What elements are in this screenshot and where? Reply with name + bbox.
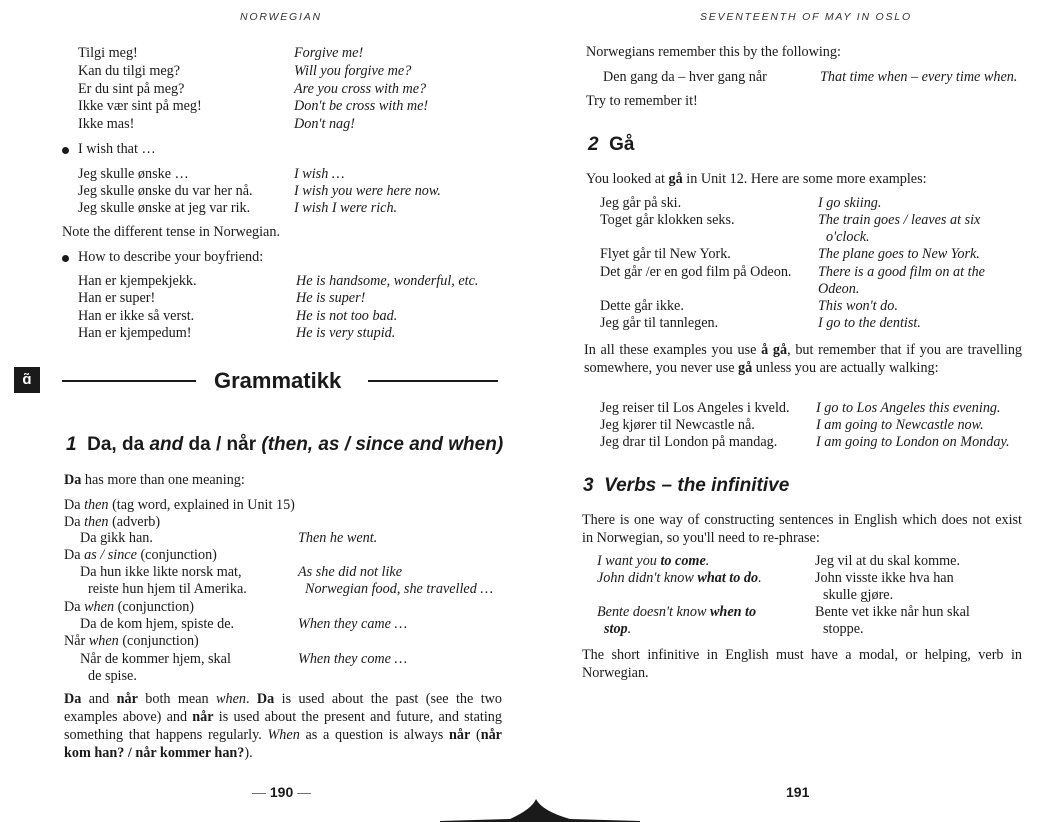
ga-example-no: Toget går klokken seks. <box>600 212 735 228</box>
grammar-heading: Grammatikk <box>214 368 342 393</box>
phrase-en: Are you cross with me? <box>294 81 427 97</box>
wish-no: Jeg skulle ønske du var her nå. <box>78 183 253 199</box>
phrase-en: Forgive me! <box>294 45 364 61</box>
section-1-heading: 1 Da, da and da / når (then, as / since and when) <box>66 434 504 455</box>
try-remember: Try to remember it! <box>586 93 698 109</box>
page-number-left: — 190 — <box>252 784 312 800</box>
bullet-boyfriend: How to describe your boyfriend: <box>78 249 264 265</box>
ga-intro: You looked at gå in Unit 12. Here are some more examples: <box>586 171 927 187</box>
travel-example-no: Jeg kjører til Newcastle nå. <box>600 417 755 433</box>
right-page <box>526 0 1052 822</box>
section-number: 1 <box>66 434 77 455</box>
ga-example-en: There is a good film on at the <box>818 264 985 280</box>
ga-example-no: Det går /er en god film på Odeon. <box>600 264 792 280</box>
heading-rule-left <box>62 380 196 382</box>
use-then-adverb: Da then (adverb) <box>64 514 161 530</box>
phrase-no: Ikke mas! <box>78 116 135 132</box>
phrase-no: Tilgi meg! <box>78 45 138 61</box>
ga-example-en: The plane goes to New York. <box>818 246 980 262</box>
phrase-no: Ikke vær sint på meg! <box>78 98 202 114</box>
phrase-en: Don't be cross with me! <box>294 98 429 114</box>
running-header-right: SEVENTEENTH OF MAY IN OSLO <box>700 11 912 23</box>
mnemonic-en: That time when – every time when. <box>820 69 1018 85</box>
boyfriend-en: He is not too bad. <box>296 308 398 324</box>
example-no: Da hun ikke likte norsk mat, <box>80 564 242 580</box>
wish-en: I wish … <box>294 166 345 182</box>
infinitive-en: stop. <box>604 621 632 637</box>
ga-example-no: Jeg går til tannlegen. <box>600 315 719 331</box>
example-en: Then he went. <box>298 530 378 546</box>
example-en: As she did not like <box>298 564 403 580</box>
boyfriend-en: He is super! <box>296 290 366 306</box>
bullet-dot <box>62 147 69 154</box>
example-en: Norwegian food, she travelled … <box>305 581 493 597</box>
grammar-icon: ɑ̃ <box>14 367 40 393</box>
example-no: de spise. <box>88 668 137 684</box>
example-no: Da gikk han. <box>80 530 153 546</box>
boyfriend-no: Han er ikke så verst. <box>78 308 195 324</box>
use-when: Da when (conjunction) <box>64 599 195 615</box>
mnemonic-no: Den gang da – hver gang når <box>603 69 767 85</box>
modal-note: The short infinitive in English must have a modal, or helping, verb in Norwegian. <box>582 647 1022 681</box>
da-meanings-intro: Da has more than one meaning: <box>64 472 245 488</box>
wish-en: I wish you were here now. <box>294 183 441 199</box>
phrase-en: Will you forgive me? <box>294 63 412 79</box>
running-header-left: NORWEGIAN <box>240 11 322 23</box>
infinitive-no: Jeg vil at du skal komme. <box>815 553 961 569</box>
heading-rule-right <box>368 380 498 382</box>
ga-example-en: I go skiing. <box>818 195 882 211</box>
use-as-since: Da as / since (conjunction) <box>64 547 217 563</box>
infinitive-no: stoppe. <box>823 621 864 637</box>
example-en: When they come … <box>298 651 408 667</box>
boyfriend-no: Han er kjempekjekk. <box>78 273 197 289</box>
bullet-wish: I wish that … <box>78 141 156 157</box>
phrase-en: Don't nag! <box>294 116 355 132</box>
infinitive-en: John didn't know what to do. <box>597 570 762 586</box>
ga-example-en: The train goes / leaves at six <box>818 212 981 228</box>
book-spine-shadow <box>440 795 640 822</box>
example-en: When they came … <box>298 616 408 632</box>
use-then-tag: Da then (tag word, explained in Unit 15) <box>64 497 295 513</box>
phrase-no: Kan du tilgi meg? <box>78 63 181 79</box>
use-nar-when: Når when (conjunction) <box>64 633 199 649</box>
bullet-dot <box>62 255 69 262</box>
da-nar-summary: Da and når both mean when. Da is used about the past (see the two examples above) and når is used about the present and future, and stating something that happens regularly. When as a question is always når (når kom han? / når kommer han?). <box>64 691 502 761</box>
page-number-right: 191 <box>786 784 810 800</box>
wish-en: I wish I were rich. <box>294 200 398 216</box>
infinitive-no: skulle gjøre. <box>823 587 894 603</box>
wish-no: Jeg skulle ønske … <box>78 166 189 182</box>
example-no: reiste hun hjem til Amerika. <box>88 581 247 597</box>
note-tense: Note the different tense in Norwegian. <box>62 224 280 240</box>
travel-example-en: I am going to London on Monday. <box>816 434 1010 450</box>
infinitive-en: Bente doesn't know when to <box>597 604 757 620</box>
boyfriend-no: Han er super! <box>78 290 156 306</box>
infinitive-intro: There is one way of constructing sentences in English which does not exist in Norwegian, so you'll need to re-phrase: <box>582 512 1022 546</box>
infinitive-en: I want you to come. <box>597 553 710 569</box>
ga-example-en: This won't do. <box>818 298 898 314</box>
travel-example-en: I go to Los Angeles this evening. <box>816 400 1001 416</box>
ga-example-no: Flyet går til New York. <box>600 246 731 262</box>
travel-example-no: Jeg reiser til Los Angeles i kveld. <box>600 400 790 416</box>
ga-example-no: Jeg går på ski. <box>600 195 682 211</box>
travel-example-no: Jeg drar til London på mandag. <box>600 434 778 450</box>
wish-no: Jeg skulle ønske at jeg var rik. <box>78 200 251 216</box>
ga-example-en: I go to the dentist. <box>818 315 921 331</box>
ga-example-en: o'clock. <box>826 229 870 245</box>
phrase-no: Er du sint på meg? <box>78 81 185 97</box>
ga-example-no: Dette går ikke. <box>600 298 684 314</box>
infinitive-no: John visste ikke hva han <box>815 570 954 586</box>
section-3-heading: 3 Verbs – the infinitive <box>583 475 790 496</box>
boyfriend-en: He is very stupid. <box>296 325 396 341</box>
boyfriend-en: He is handsome, wonderful, etc. <box>296 273 479 289</box>
boyfriend-no: Han er kjempedum! <box>78 325 192 341</box>
travel-example-en: I am going to Newcastle now. <box>816 417 984 433</box>
example-no: Da de kom hjem, spiste de. <box>80 616 235 632</box>
section-2-heading: 2 Gå <box>588 134 635 155</box>
ga-example-en: Odeon. <box>818 281 860 297</box>
travel-paragraph: In all these examples you use å gå, but remember that if you are travelling somewhere, you never use gå unless you are actually walking: <box>584 342 1023 376</box>
example-no: Når de kommer hjem, skal <box>80 651 231 667</box>
remember-intro: Norwegians remember this by the following: <box>586 44 841 60</box>
infinitive-no: Bente vet ikke når hun skal <box>815 604 970 620</box>
